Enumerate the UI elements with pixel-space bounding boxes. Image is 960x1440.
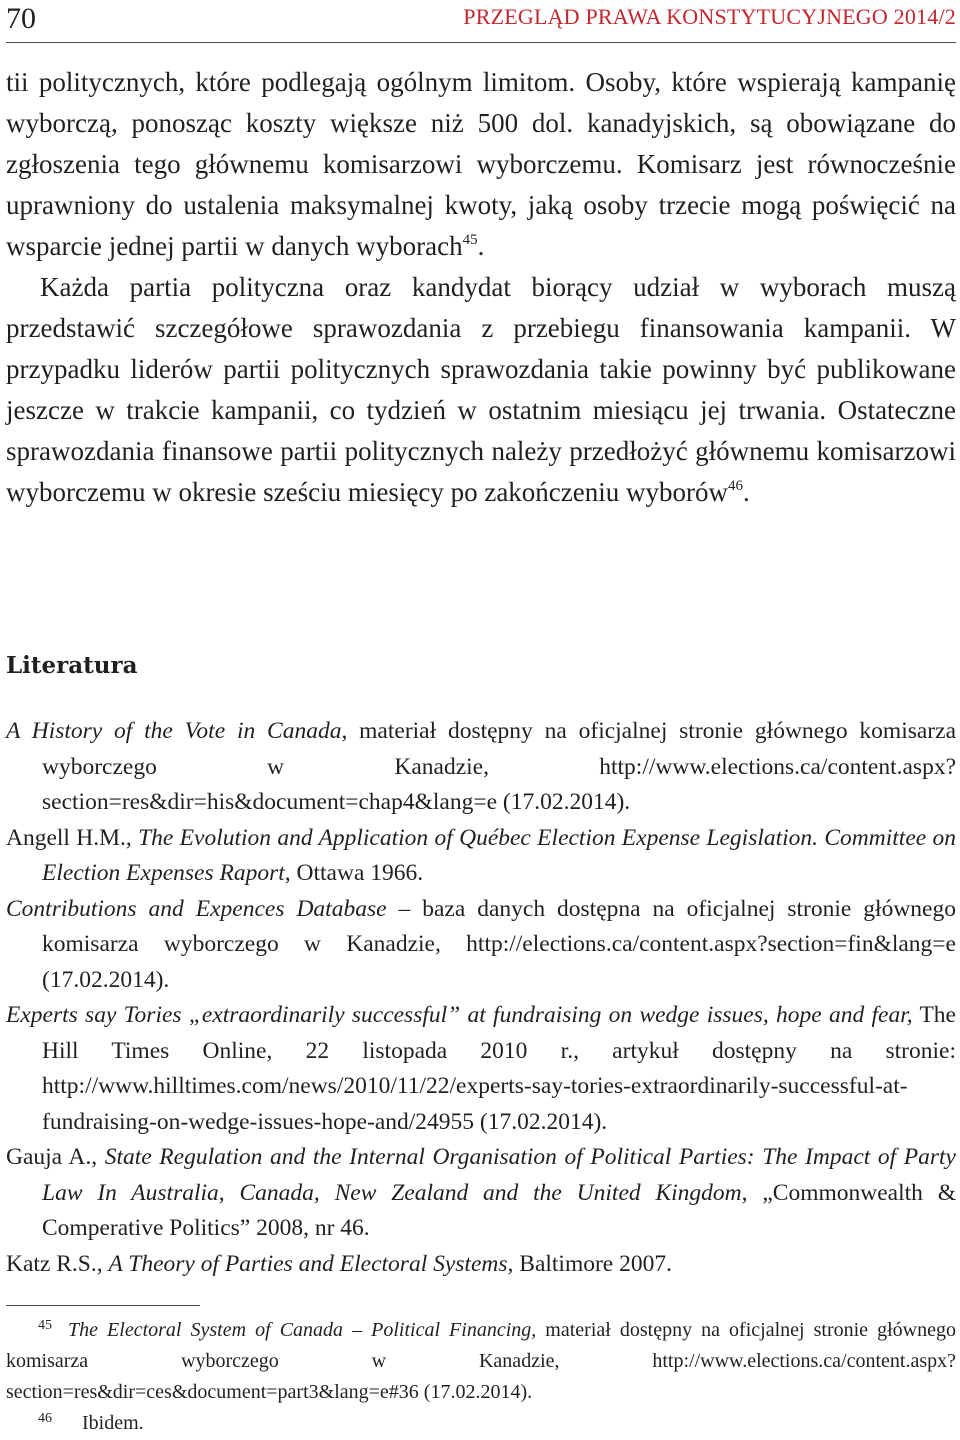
bibliography-author: Gauja A., xyxy=(6,1144,105,1170)
paragraph-1-end: . xyxy=(477,231,485,261)
bibliography-author: Angell H.M., xyxy=(6,824,139,851)
footnote-46: 46 Ibidem. xyxy=(38,1411,144,1434)
bibliography-list xyxy=(6,714,956,1282)
bibliography-title: State Regulation and the Internal Organisation of Political Parties: The Impact of Party Law In Australia, Canada, New Zealand and the United Kingdom xyxy=(42,1144,956,1206)
bibliography-details: Baltimore 2007. xyxy=(513,1250,672,1277)
bibliography-title: Experts say Tories „extraordinarily successful” at fundraising on wedge issues, hope and fear, xyxy=(6,1002,913,1028)
bibliography-details: , Ottawa 1966. xyxy=(284,860,424,886)
footnote-divider xyxy=(6,1305,200,1306)
paragraph-2-end: . xyxy=(743,477,750,507)
bibliography-item xyxy=(6,714,956,821)
footnote-45: 45 The Electoral System of Canada – Political Financing, materiał dostępny na oficjalnej stronie głównego komisarza wyborczego w Kanadzie, http://www.elections.ca/content.aspx?section=res&dir=ces&document=part3&lang=e#36 (17.02.2014). xyxy=(6,1318,956,1403)
bibliography-title: Contributions and Expences Database xyxy=(6,895,387,922)
bibliography-details: , materiał dostępny na oficjalnej stronie głównego komisarza wyborczego w Kanadzie, http://www.elections.ca/content.aspx?section=res&dir=his&document=chap4&lang=e (17.02.2014). xyxy=(42,718,956,815)
page-number: 70 xyxy=(6,2,36,35)
bibliography-details: , „Commonwealth & Comperative Politics” 2008, nr 46. xyxy=(42,1179,956,1241)
footnotes xyxy=(6,1315,956,1439)
footnote-text: Ibidem. xyxy=(82,1412,144,1434)
bibliography-item xyxy=(6,1140,956,1247)
body-text xyxy=(6,62,956,513)
paragraph-1-text: tii politycznych, które podlegają ogólnym limitom. Osoby, które wspierają kampanię wyborczą, ponosząc koszty większe niż 500 dol. kanadyjskich, są obowiązane do zgłoszenia tego głównemu komisarzowi wyborczemu. Komisarz jest równocześnie uprawniony do ustalenia maksymalnej kwoty, jaką osoby trzecie mogą poświęcić na wsparcie jednej partii w danych wyborach xyxy=(6,67,956,261)
bibliography-title: A Theory of Parties and Electoral Systems, xyxy=(108,1250,514,1277)
running-header xyxy=(6,0,956,43)
footnote-ref-46[interactable]: 46 xyxy=(728,478,743,494)
footnote-ref-45[interactable]: 45 xyxy=(462,232,478,248)
bibliography-item xyxy=(6,821,956,892)
bibliography-item xyxy=(6,998,956,1140)
bibliography-details: – baza danych dostępna na oficjalnej stronie głównego komisarza wyborczego w Kanadzie, http://elections.ca/content.aspx?section=fin&lang=e (17.02.2014). xyxy=(42,895,956,993)
footnote-title: The Electoral System of Canada – Political Financing, xyxy=(68,1319,537,1341)
bibliography-title: The Evolution and Application of Québec Election Expense Legislation. Committee on Election Expenses Raport xyxy=(42,824,957,886)
paragraph-2 xyxy=(6,267,956,513)
bibliography-item xyxy=(6,1247,956,1283)
bibliography-author: Katz R.S., xyxy=(6,1250,109,1277)
journal-title: PRZEGLĄD PRAWA KONSTYTUCYJNEGO 2014/2 xyxy=(463,4,956,29)
paragraph-2-text: Każda partia polityczna oraz kandydat biorący udział w wyborach muszą przedstawić szczegółowe sprawozdania z przebiegu finansowania kampanii. W przypadku liderów partii politycznych sprawozdania takie powinny być publikowane jeszcze w trakcie kampanii, co tydzień w ostatnim miesiącu jej trwania. Ostateczne sprawozdania finansowe partii politycznych należy przedłożyć głównemu komisarzowi wyborczemu w okresie sześciu miesięcy po zakończeniu wyborów xyxy=(6,272,956,507)
paragraph-1 xyxy=(6,62,956,267)
bibliography-details: The Hill Times Online, 22 listopada 2010 r., artykuł dostępny na stronie: http://www.hilltimes.com/news/2010/11/22/experts-say-tories-extraordinarily-successful-at-fundraising-on-wedge-issues-hope-and/24955 (17.02.2014). xyxy=(42,1002,956,1135)
literature-heading: Literatura xyxy=(6,652,138,679)
bibliography-title: A History of the Vote in Canada xyxy=(6,718,342,744)
footnote-text: materiał dostępny na oficjalnej stronie głównego komisarza wyborczego w Kanadzie, http://www.elections.ca/content.aspx?section=res&dir=ces&document=part3&lang=e#36 (17.02.2014). xyxy=(6,1319,956,1403)
bibliography-item xyxy=(6,892,956,999)
